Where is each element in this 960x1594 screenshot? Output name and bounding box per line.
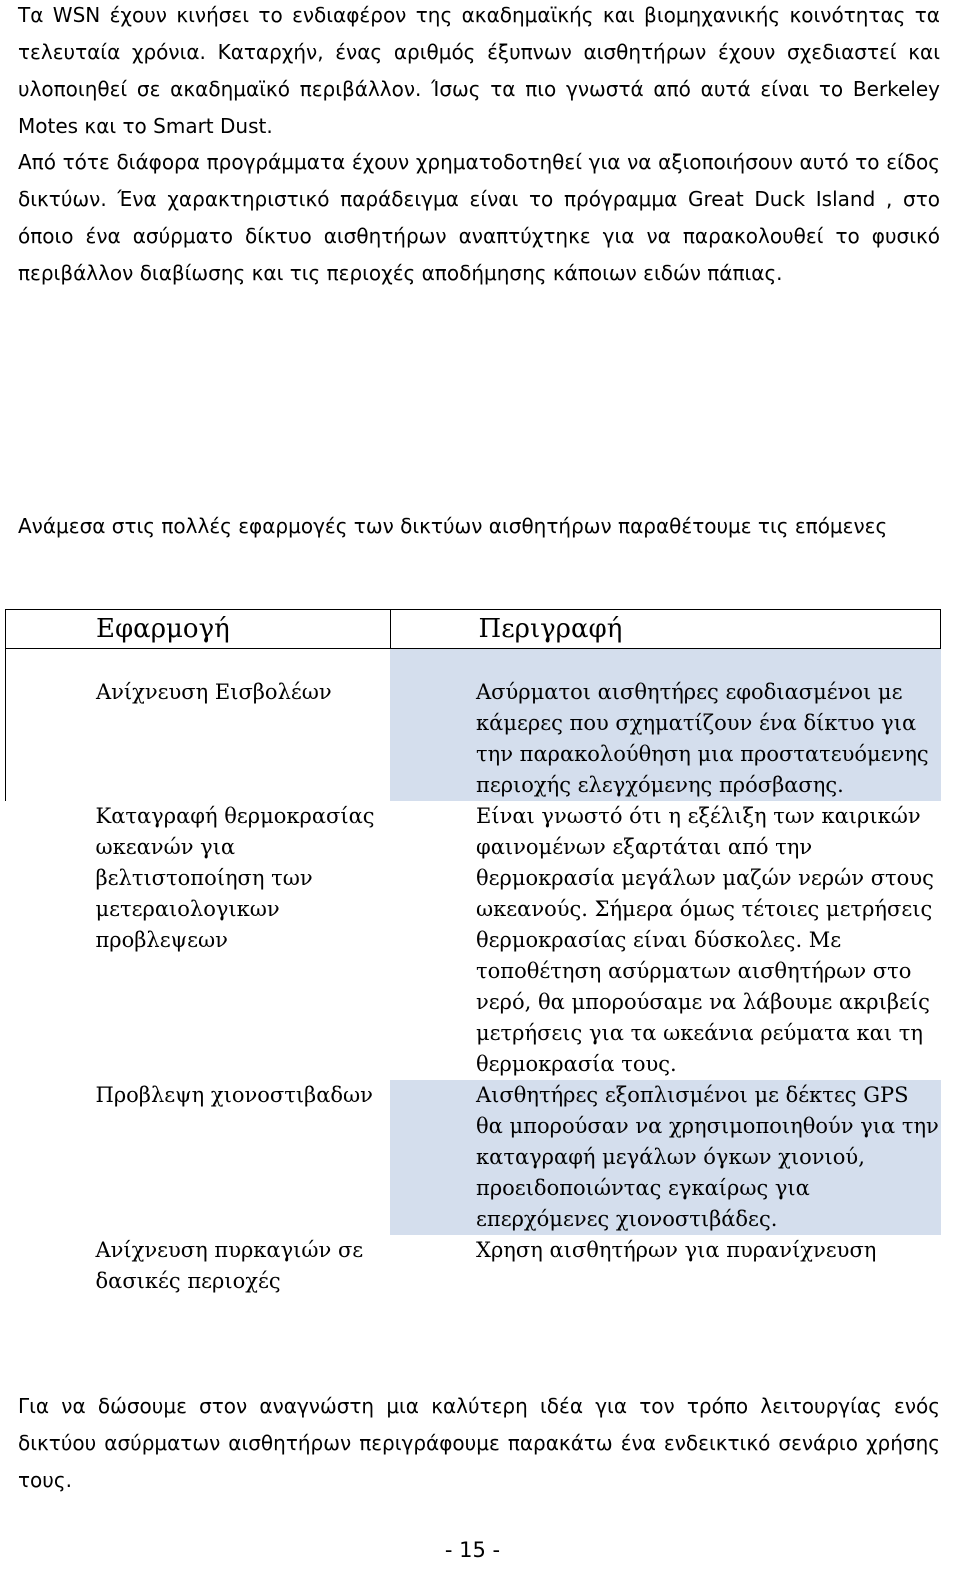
cell-description: Ασύρματοι αισθητήρες εφοδιασμένοι με κάμερες που σχηματίζουν ένα δίκτυο για την παρακολούθηση μια προστατευόμενης περιοχής ελεγχόμενης πρόσβασης.	[390, 649, 940, 802]
cell-description: Είναι γνωστό ότι η εξέλιξη των καιρικών φαινομένων εξαρτάται από την θερμοκρασία μεγάλων μαζών νερών στους ωκεανούς. Σήμερα όμως τέτοιες μετρήσεις θερμοκρασίας είναι δύσκολες. Με τοποθέτηση ασύρματων αισθητήρων στο νερό, θα μπορούσαμε να λάβουμε ακριβείς μετρήσεις για τα ωκεάνια ρεύματα και τη θερμοκρασία τους.	[390, 801, 940, 1080]
table-header-row	[6, 610, 941, 649]
intro-paragraph-2: Από τότε διάφορα προγράμματα έχουν χρηματοδοτηθεί για να αξιοποιήσουν αυτό το είδος δικτύων. Ένα χαρακτηριστικό παράδειγμα είναι το πρόγραμμα Great Duck Island , στο όποιο ένα ασύρματο δίκτυο αισθητήρων αναπτύχτηκε για να παρακολουθεί το φυσικό περιβάλλον διαβίωσης και τις περιοχές αποδήμησης κάποιων ειδών πάπιας.	[18, 150, 940, 285]
applications-table	[5, 609, 941, 1297]
cell-description: Αισθητήρες εξοπλισμένοι με δέκτες GPS θα μπορούσαν να χρησιμοποιηθούν για την καταγραφή μεγάλων όγκων χιονιού, προειδοποιώντας εγκαίρως για επερχόμενες χιονοστιβάδες.	[390, 1080, 940, 1235]
page-number: - 15 -	[444, 1538, 501, 1562]
table-row	[6, 649, 941, 802]
cell-application: Καταγραφή θερμοκρασίας ωκεανών για βελτιστοποίηση των μετεραιολογικων προβλεψεων	[95, 804, 375, 952]
header-description: Περιγραφή	[390, 610, 940, 649]
cell-application: Προβλεψη χιονοστιβαδων	[95, 1083, 373, 1107]
table-row	[6, 801, 941, 1080]
outro-paragraph: Για να δώσουμε στον αναγνώστη μια καλύτερη ιδέα για τον τρόπο λειτουργίας ενός δικτύου ασύρματων αισθητήρων περιγράφουμε παρακάτω ένα ενδεικτικό σενάριο χρήσης τους.	[18, 1394, 940, 1492]
table-row	[6, 1235, 941, 1297]
intro-paragraph-1: Τα WSN έχουν κινήσει το ενδιαφέρον της ακαδημαϊκής και βιομηχανικής κοινότητας τα τελευταία χρόνια. Καταρχήν, ένας αριθμός έξυπνων αισθητήρων έχουν σχεδιαστεί και υλοποιηθεί σε ακαδημαϊκό περιβάλλον. Ίσως τα πιο γνωστά από αυτά είναι το Berkeley Motes και το Smart Dust.	[18, 3, 940, 138]
table-row	[6, 1080, 941, 1235]
cell-description: Χρηση αισθητήρων για πυρανίχνευση	[390, 1235, 940, 1297]
cell-application: Ανίχνευση Εισβολέων	[6, 649, 391, 802]
applications-intro-paragraph: Ανάμεσα στις πολλές εφαρμογές των δικτύων αισθητήρων παραθέτουμε τις επόμενες	[18, 514, 888, 538]
cell-application: Ανίχνευση πυρκαγιών σε δασικές περιοχές	[95, 1238, 364, 1293]
header-application: Εφαρμογή	[6, 610, 391, 649]
